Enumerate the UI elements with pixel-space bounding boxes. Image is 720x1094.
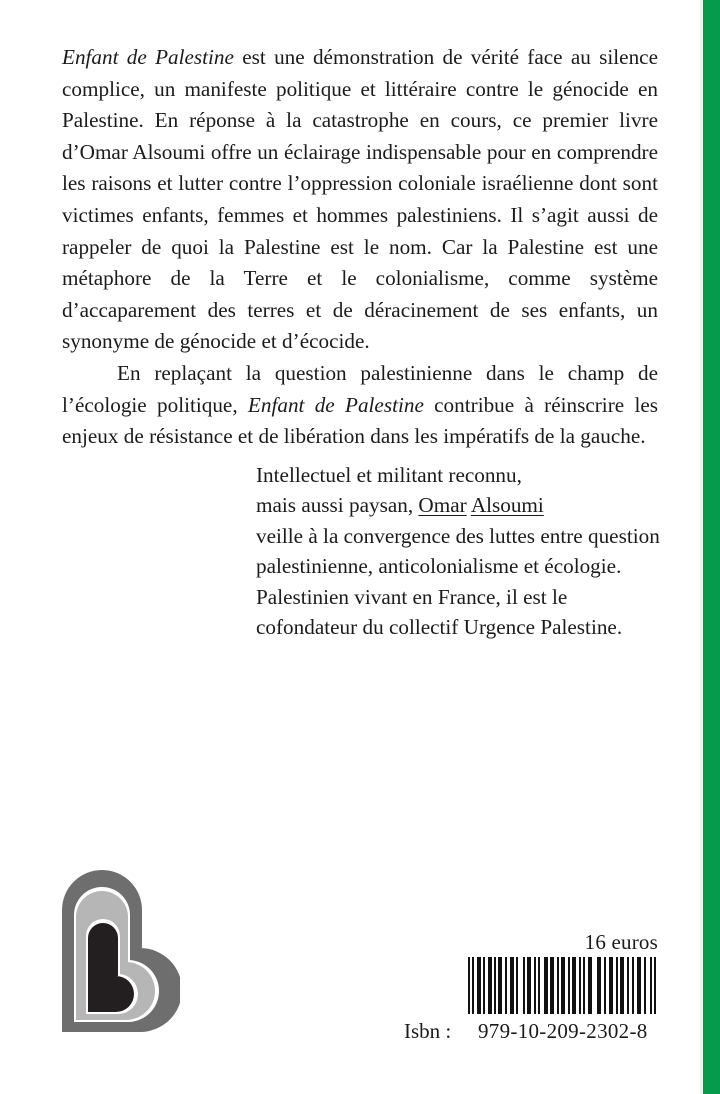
author-first-name: Omar bbox=[418, 493, 467, 518]
bio-rest: veille à la convergence des luttes entre question palestinienne, anticolonialisme et écologie. Palestinien vivant en France, il est le cofondateur du collectif Urgence Palestine. bbox=[256, 523, 660, 640]
bio-line-1: Intellectuel et militant reconnu, bbox=[256, 463, 522, 487]
book-title-italic-2: Enfant de Palestine bbox=[247, 392, 424, 417]
author-name bbox=[418, 493, 543, 517]
blurb-paragraph-2 bbox=[62, 358, 658, 453]
blurb-paragraph-1 bbox=[62, 42, 658, 358]
isbn-value: 979-10-209-2302-8 bbox=[478, 1019, 648, 1043]
isbn-barcode bbox=[466, 957, 658, 1014]
blurb-paragraph-2-before: En replaçant la question palestinienne dans le champ de l’écologie politique, bbox=[62, 360, 658, 417]
accent-edge-strip bbox=[703, 0, 720, 1094]
isbn-row bbox=[404, 1018, 660, 1044]
author-bio-text bbox=[256, 460, 664, 642]
book-title-italic-1: Enfant de Palestine bbox=[62, 45, 234, 69]
author-bio bbox=[256, 460, 664, 642]
blurb-paragraph-1-text: est une démonstration de vérité face au silence complice, un manifeste politique et littéraire contre le génocide en Palestine. En réponse à la catastrophe en cours, ce premier livre d’Omar Alsoumi offre un éclairage indispensable pour en comprendre les raisons et lutter contre l’oppression coloniale israélienne dont sont victimes enfants, femmes et hommes palestiniens. Il s’agit aussi de rappeler de quoi la Palestine est le nom. Car la Palestine est une métaphore de la Terre et le colonialisme, comme système d’accaparement des terres et de déracinement de ses enfants, un synonyme de génocide et d’écocide. bbox=[62, 45, 658, 354]
price-label: 16 euros bbox=[584, 930, 658, 954]
publisher-logo bbox=[62, 870, 180, 1033]
book-blurb bbox=[62, 42, 658, 453]
isbn-label: Isbn : bbox=[404, 1019, 452, 1043]
blurb-paragraph-2-after: contribue à réinscrire les enjeux de résistance et de libération dans les impératifs de la gauche. bbox=[62, 392, 658, 449]
author-last-name: Alsoumi bbox=[470, 493, 544, 518]
publisher-b-logo-icon bbox=[62, 870, 180, 1033]
barcode-icon bbox=[466, 957, 658, 1014]
bio-line-2-prefix: mais aussi paysan, bbox=[256, 493, 419, 518]
